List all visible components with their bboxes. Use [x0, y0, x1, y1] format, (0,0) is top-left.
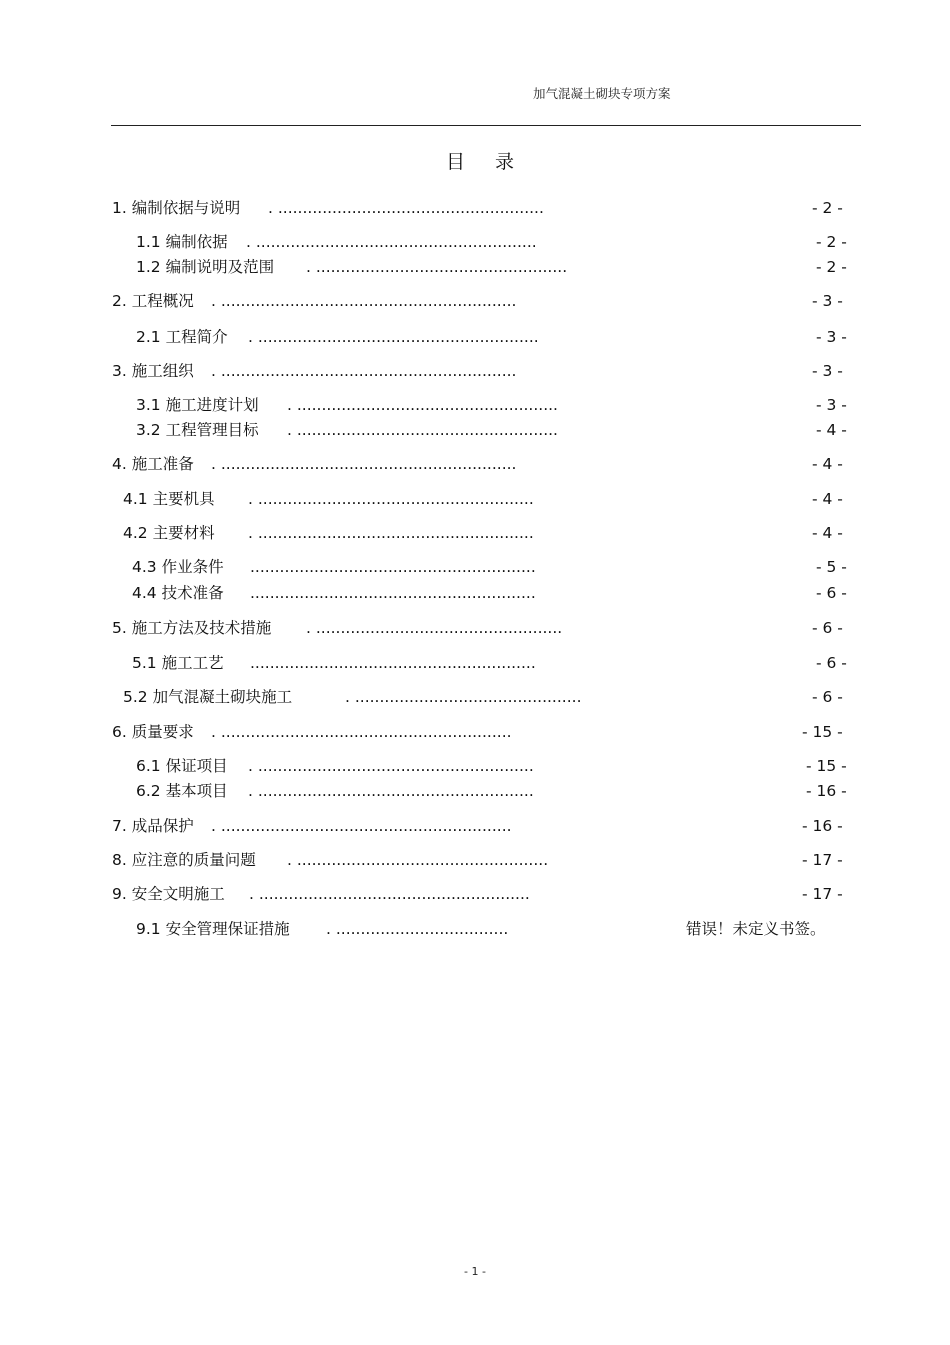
running-header: 加气混凝土砌块专项方案 — [533, 86, 671, 101]
toc-entry-label: 5. 施工方法及技术措施 — [112, 619, 272, 637]
toc-entry-leader: . ........................................................... — [211, 817, 512, 835]
toc-entry-label: 4.3 作业条件 — [132, 558, 224, 576]
toc-entry-page: - 3 - — [812, 292, 843, 310]
toc-entry-leader: . ........................................................ — [248, 757, 534, 775]
toc-entry-page: - 2 - — [816, 233, 847, 251]
toc-entry-page: 错误！未定义书签。 — [686, 920, 826, 938]
toc-entry-leader: . ..................................................... — [287, 396, 558, 414]
toc-entry-leader: . ........................................................... — [211, 723, 512, 741]
toc-entry-page: - 5 - — [816, 558, 847, 576]
toc-entry-page: - 2 - — [816, 258, 847, 276]
toc-entry-page: - 15 - — [806, 757, 847, 775]
toc-entry-page: - 6 - — [816, 584, 847, 602]
toc-entry-page: - 6 - — [812, 688, 843, 706]
toc-entry-label: 4.2 主要材料 — [123, 524, 215, 542]
toc-entry-leader: . ............................................................ — [211, 362, 517, 380]
toc-entry-leader: . ..................................................... — [287, 421, 558, 439]
toc-entry-leader: . .............................................. — [345, 688, 582, 706]
toc-entry-label: 7. 成品保护 — [112, 817, 194, 835]
page-number: - 1 - — [464, 1265, 486, 1278]
toc-entry-page: - 3 - — [812, 362, 843, 380]
toc-entry-label: 1.1 编制依据 — [136, 233, 228, 251]
toc-entry-leader: .......................................................... — [250, 584, 536, 602]
toc-entry-leader: . ........................................................ — [248, 524, 534, 542]
toc-entry-leader: . ........................................................ — [248, 782, 534, 800]
toc-entry-leader: . ............................................................ — [211, 455, 517, 473]
toc-entry-page: - 6 - — [812, 619, 843, 637]
toc-entry-label: 2.1 工程简介 — [136, 328, 228, 346]
toc-entry-label: 9. 安全文明施工 — [112, 885, 225, 903]
toc-entry-page: - 2 - — [812, 199, 843, 217]
toc-entry-leader: . ................................................... — [306, 258, 568, 276]
toc-entry-label: 3.2 工程管理目标 — [136, 421, 259, 439]
toc-title: 目 录 — [445, 151, 527, 173]
toc-entry-label: 8. 应注意的质量问题 — [112, 851, 256, 869]
toc-entry-label: 4.4 技术准备 — [132, 584, 224, 602]
toc-entry-label: 5.2 加气混凝土砌块施工 — [123, 688, 293, 706]
toc-entry-page: - 3 - — [816, 396, 847, 414]
toc-entry-page: - 4 - — [812, 455, 843, 473]
toc-entry-page: - 16 - — [806, 782, 847, 800]
toc-entry-page: - 4 - — [812, 490, 843, 508]
toc-entry-label: 1.2 编制说明及范围 — [136, 258, 275, 276]
toc-entry-label: 4. 施工准备 — [112, 455, 194, 473]
toc-entry-leader: . .................................................. — [306, 619, 563, 637]
toc-entry-label: 2. 工程概况 — [112, 292, 194, 310]
toc-entry-page: - 3 - — [816, 328, 847, 346]
toc-entry-label: 6.2 基本项目 — [136, 782, 228, 800]
toc-entry-label: 3.1 施工进度计划 — [136, 396, 259, 414]
header-rule — [111, 125, 861, 126]
toc-entry-page: - 17 - — [802, 851, 843, 869]
toc-entry-leader: . ...................................................... — [268, 199, 544, 217]
toc-entry-leader: . ......................................................... — [246, 233, 537, 251]
toc-entry-leader: .......................................................... — [250, 654, 536, 672]
toc-entry-label: 4.1 主要机具 — [123, 490, 215, 508]
toc-entry-label: 1. 编制依据与说明 — [112, 199, 241, 217]
toc-entry-page: - 4 - — [812, 524, 843, 542]
toc-entry-page: - 15 - — [802, 723, 843, 741]
toc-entry-label: 6.1 保证项目 — [136, 757, 228, 775]
toc-entry-page: - 4 - — [816, 421, 847, 439]
toc-entry-leader: . ......................................................... — [248, 328, 539, 346]
toc-entry-page: - 17 - — [802, 885, 843, 903]
toc-entry-page: - 6 - — [816, 654, 847, 672]
toc-entry-label: 5.1 施工工艺 — [132, 654, 224, 672]
toc-entry-page: - 16 - — [802, 817, 843, 835]
toc-entry-leader: . ............................................................ — [211, 292, 517, 310]
toc-entry-leader: . ....................................................... — [249, 885, 530, 903]
toc-entry-label: 9.1 安全管理保证措施 — [136, 920, 290, 938]
toc-entry-leader: . ........................................................ — [248, 490, 534, 508]
toc-entry-leader: . ................................................... — [287, 851, 549, 869]
toc-entry-leader: .......................................................... — [250, 558, 536, 576]
toc-entry-label: 6. 质量要求 — [112, 723, 194, 741]
toc-entry-leader: . ................................... — [326, 920, 509, 938]
toc-entry-label: 3. 施工组织 — [112, 362, 194, 380]
